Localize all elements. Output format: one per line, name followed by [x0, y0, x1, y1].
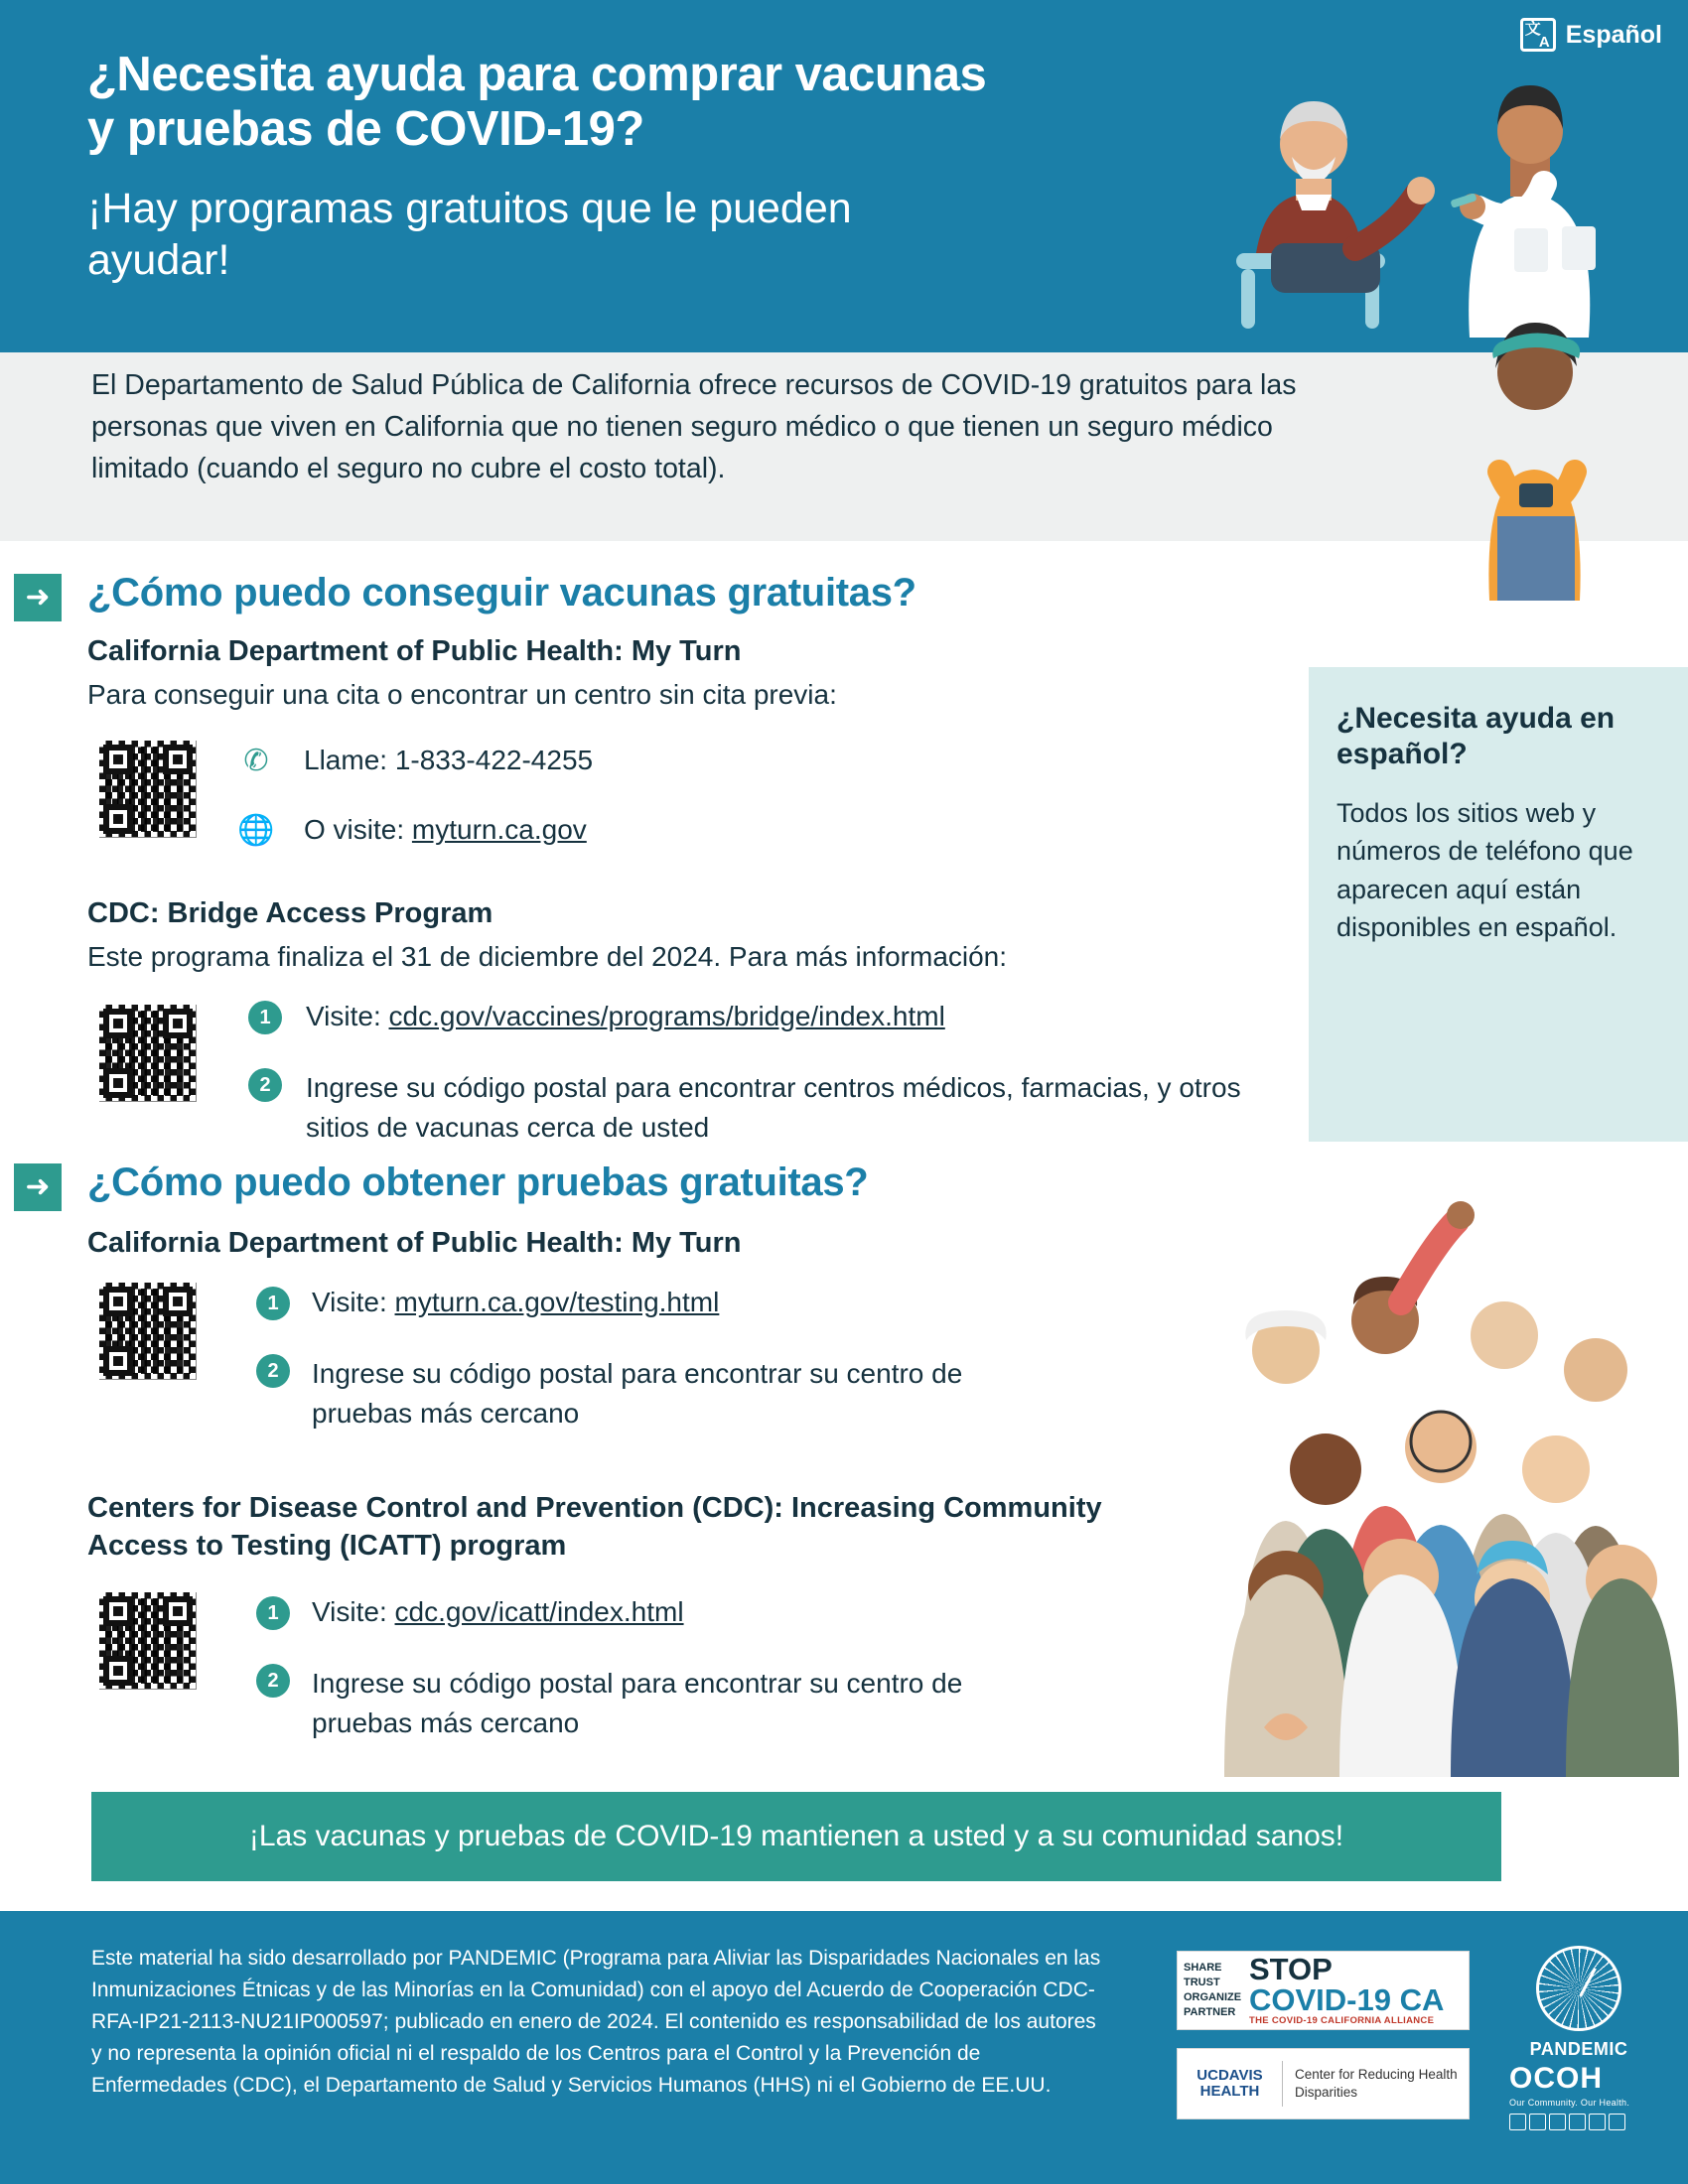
page-title: ¿Necesita ayuda para comprar vacunas y pruebas de COVID-19? [87, 48, 987, 157]
myturn-testing-link[interactable]: myturn.ca.gov/testing.html [394, 1287, 720, 1317]
intro-band [0, 352, 1688, 541]
myturn-web-line [304, 814, 999, 846]
pandemic-wheel-icon [1536, 1946, 1621, 2031]
section-heading-tests: ¿Cómo puedo obtener pruebas gratuitas? [87, 1160, 869, 1204]
icatt-step-1 [312, 1596, 1225, 1628]
logo-ucdavis-health [1177, 2048, 1470, 2119]
header-banner [0, 0, 1688, 352]
logo-center-name: Center for Reducing Health Disparities [1295, 2067, 1458, 2100]
logo-ocoh-tagline: Our Community. Our Health. [1509, 2098, 1630, 2108]
logo-ocoh [1509, 2062, 1658, 2130]
icatt-link[interactable]: cdc.gov/icatt/index.html [394, 1596, 684, 1627]
program-title-myturn-vaccines: California Department of Public Health: My Turn [87, 635, 742, 667]
illustration-community-group [1206, 1171, 1688, 1777]
cdc-bridge-step-1-text: Visite: [306, 1001, 389, 1031]
logo-pandemic-name: PANDEMIC [1529, 2039, 1628, 2059]
program-title-cdc-bridge: CDC: Bridge Access Program [87, 897, 493, 929]
footer [0, 1911, 1688, 2184]
logo-covid-word: COVID-19 CA [1249, 1981, 1445, 2017]
step-number-1: 1 [248, 1001, 282, 1034]
logo-stop-word: STOP [1249, 1952, 1333, 1987]
step-number-1: 1 [256, 1596, 290, 1630]
myturn-web-label: O visite: [304, 814, 412, 845]
page-subtitle: ¡Hay programas gratuitos que le pueden ayudar! [87, 185, 852, 284]
logo-stop-covid19-ca [1177, 1951, 1470, 2030]
spanish-help-heading: ¿Necesita ayuda en español? [1336, 702, 1616, 770]
section-heading-vaccines: ¿Cómo puedo conseguir vacunas gratuitas? [87, 571, 916, 614]
ocoh-icon-row [1509, 2114, 1658, 2130]
logo-ocoh-name: OCOH [1509, 2062, 1603, 2095]
section-arrow-tests: ➜ [14, 1163, 62, 1211]
illustration-vaccination [1216, 40, 1633, 347]
qr-code-cdc-icatt[interactable] [95, 1588, 201, 1694]
step-number-2: 2 [248, 1068, 282, 1102]
step-number-2: 2 [256, 1354, 290, 1388]
logo-alliance-tagline: THE COVID-19 CALIFORNIA ALLIANCE [1249, 2014, 1435, 2026]
cdc-bridge-step-1 [306, 1001, 1279, 1032]
program-title-myturn-testing: California Department of Public Health: My Turn [87, 1227, 742, 1259]
intro-text: El Departamento de Salud Pública de California ofrece recursos de COVID-19 gratuitos para las personas que viven en California que no tienen seguro médico o que tienen un seguro médico limitado (cuando el seguro no cubre el costo total). [91, 369, 1297, 485]
spanish-help-body: Todos los sitios web y números de teléfono que aparecen aquí están disponibles en español. [1336, 798, 1633, 942]
program-title-icatt: Centers for Disease Control and Prevention (CDC): Increasing Community Access to Testing (ICATT) program [87, 1492, 1102, 1563]
qr-code-myturn[interactable] [95, 737, 201, 842]
globe-icon: 🌐 [237, 813, 275, 847]
myturn-testing-step-1 [312, 1287, 1225, 1318]
cdc-bridge-step-2: Ingrese su código postal para encontrar centros médicos, farmacias, y otros sitios de vacunas cerca de usted [306, 1072, 1241, 1143]
logo-pandemic [1509, 1946, 1648, 2060]
qr-code-myturn-testing[interactable] [95, 1279, 201, 1384]
myturn-testing-step-1-text: Visite: [312, 1287, 395, 1317]
icatt-step-2: Ingrese su código postal para encontrar su centro de pruebas más cercano [312, 1668, 963, 1738]
green-banner: ¡Las vacunas y pruebas de COVID-19 mantienen a usted y a su comunidad sanos! [91, 1792, 1501, 1881]
section-arrow-vaccines: ➜ [14, 574, 62, 621]
myturn-phone-label[interactable]: Llame: 1-833-422-4255 [304, 745, 594, 775]
footer-disclaimer: Este material ha sido desarrollado por PANDEMIC (Programa para Aliviar las Disparidades Nacionales en las Inmunizaciones Étnicas y de las Minorías en la Comunidad) con el apoyo del Acuerdo de Cooperación CDC-RFA-IP21-2113-NU21IP000597; publicado en enero de 2024. El contenido es responsabilidad de los autores y no representa la opinión oficial ni el respaldo de los Centros para el Control y la Prevención de Enfermedades (CDC), el Departamento de Salud y Servicios Humanos (HHS) ni el Gobierno de EE.UU. [91, 1947, 1101, 2097]
icatt-step-1-text: Visite: [312, 1596, 395, 1627]
logo-ucdavis-word: UCDAVIS [1196, 2066, 1263, 2084]
myturn-testing-step-2: Ingrese su código postal para encontrar su centro de pruebas más cercano [312, 1358, 963, 1429]
cdc-bridge-link[interactable]: cdc.gov/vaccines/programs/bridge/index.html [388, 1001, 945, 1031]
step-number-1: 1 [256, 1287, 290, 1320]
language-label: Español [1565, 20, 1662, 49]
spanish-help-box [1309, 667, 1688, 1142]
illustration-person-phone [1420, 303, 1648, 601]
myturn-web-link[interactable]: myturn.ca.gov [411, 814, 587, 845]
logo-stop-left-lines: SHARE TRUST ORGANIZE PARTNER [1184, 1962, 1242, 2018]
program-intro-myturn-vaccines: Para conseguir una cita o encontrar un centro sin cita previa: [87, 679, 837, 710]
logo-health-word: HEALTH [1199, 2083, 1260, 2100]
program-intro-cdc-bridge: Este programa finaliza el 31 de diciembre del 2024. Para más información: [87, 941, 1008, 972]
phone-icon: ✆ [243, 744, 269, 777]
qr-code-cdc-bridge[interactable] [95, 1001, 201, 1106]
step-number-2: 2 [256, 1664, 290, 1698]
